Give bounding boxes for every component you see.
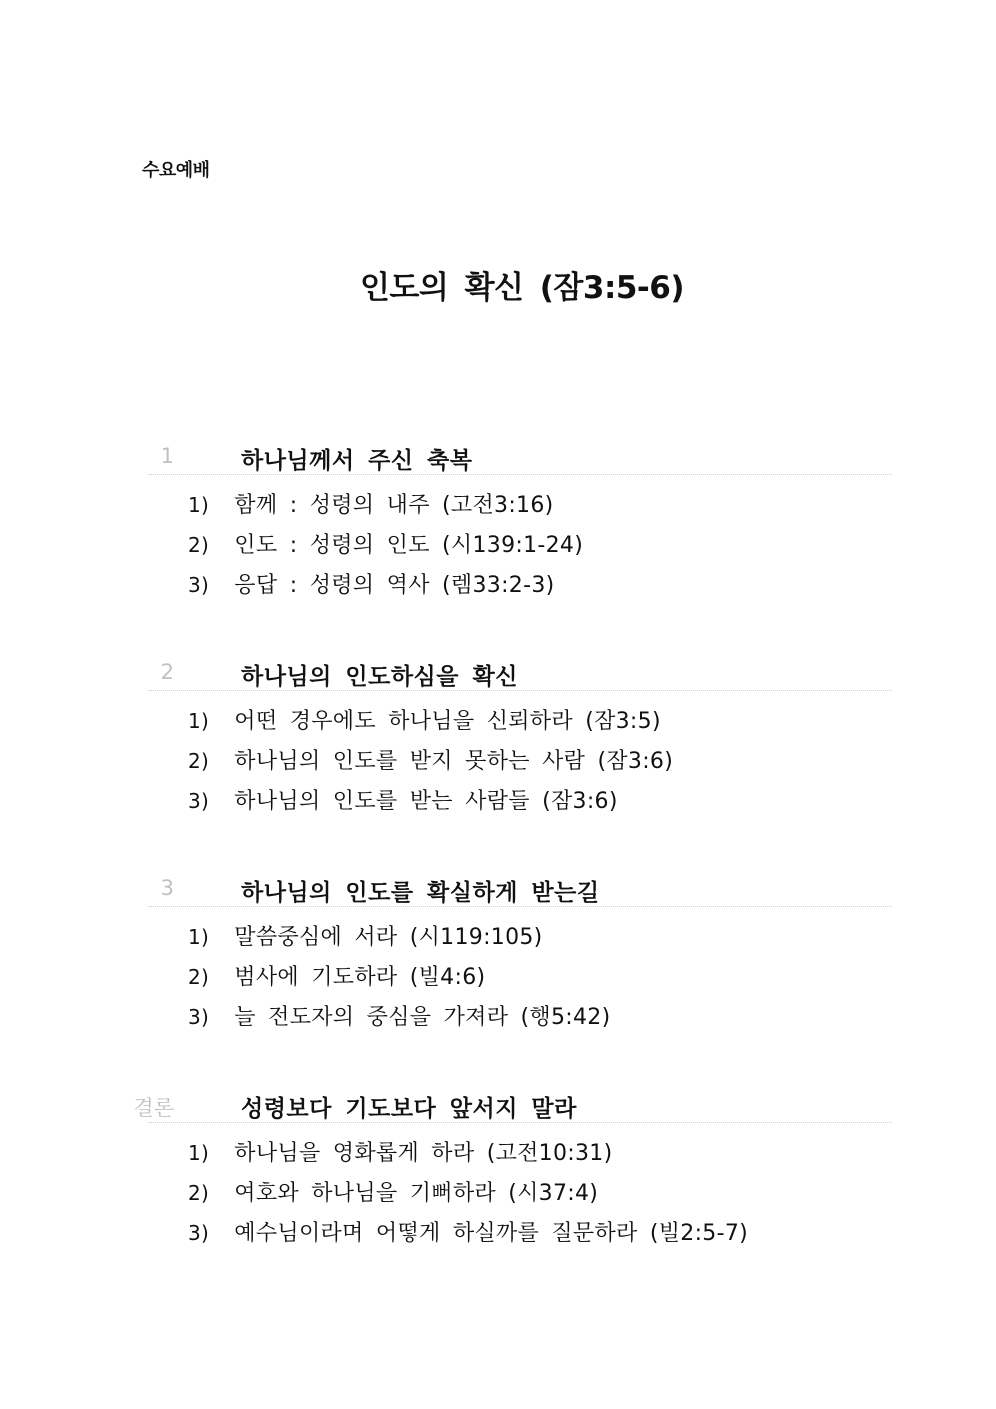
item-number: 1) <box>188 925 210 949</box>
item-text: 하나님의 인도를 받지 못하는 사람 (잠3:6) <box>234 749 674 774</box>
item-number: 3) <box>188 789 210 813</box>
list-item <box>188 960 610 1000</box>
section-heading: 성령보다 기도보다 앞서지 말라 <box>241 1096 577 1122</box>
item-text: 인도 : 성령의 인도 (시139:1-24) <box>234 533 584 558</box>
item-text: 함께 : 성령의 내주 (고전3:16) <box>234 493 554 518</box>
list-item <box>188 920 610 960</box>
list-item <box>188 488 583 528</box>
page-title: 인도의 확신 (잠3:5-6) <box>359 270 685 306</box>
service-label: 수요예배 <box>142 160 210 181</box>
item-number: 1) <box>188 709 210 733</box>
item-text: 하나님을 영화롭게 하라 (고전10:31) <box>234 1141 613 1166</box>
section-number: 1 <box>160 444 174 468</box>
section-heading: 하나님의 인도를 확실하게 받는길 <box>241 880 600 906</box>
item-number: 2) <box>188 1181 210 1205</box>
section-header <box>133 1088 892 1123</box>
list-item <box>188 568 583 608</box>
section-heading: 하나님께서 주신 축복 <box>241 448 473 474</box>
section-number: 2 <box>160 660 174 684</box>
item-text: 말씀중심에 서라 (시119:105) <box>234 925 543 950</box>
list-item <box>188 1216 748 1256</box>
section-header <box>148 440 892 475</box>
item-text: 어떤 경우에도 하나님을 신뢰하라 (잠3:5) <box>234 709 661 734</box>
item-number: 3) <box>188 1005 210 1029</box>
item-number: 3) <box>188 1221 210 1245</box>
section-header <box>148 872 892 907</box>
list-item <box>188 704 673 744</box>
section-heading: 하나님의 인도하심을 확신 <box>241 664 518 690</box>
section-number: 결론 <box>133 1096 174 1120</box>
item-text: 여호와 하나님을 기뻐하라 (시37:4) <box>234 1181 599 1206</box>
item-number: 1) <box>188 1141 210 1165</box>
item-number: 2) <box>188 533 210 557</box>
list-item <box>188 784 673 824</box>
section-number: 3 <box>160 876 174 900</box>
section-item-list <box>188 704 673 824</box>
item-number: 3) <box>188 573 210 597</box>
section-item-list <box>188 1136 748 1256</box>
item-number: 2) <box>188 965 210 989</box>
item-number: 2) <box>188 749 210 773</box>
item-text: 범사에 기도하라 (빌4:6) <box>234 965 486 990</box>
section-header <box>148 656 892 691</box>
section-item-list <box>188 920 610 1040</box>
section-conclusion <box>133 1088 892 1246</box>
list-item <box>188 1000 610 1040</box>
section-item-list <box>188 488 583 608</box>
section-3 <box>148 872 892 1030</box>
item-text: 늘 전도자의 중심을 가져라 (행5:42) <box>234 1005 611 1030</box>
item-text: 하나님의 인도를 받는 사람들 (잠3:6) <box>234 789 618 814</box>
section-1 <box>148 440 892 598</box>
item-text: 예수님이라며 어떻게 하실까를 질문하라 (빌2:5-7) <box>234 1221 749 1246</box>
list-item <box>188 1136 748 1176</box>
list-item <box>188 528 583 568</box>
list-item <box>188 1176 748 1216</box>
section-2 <box>148 656 892 814</box>
list-item <box>188 744 673 784</box>
item-number: 1) <box>188 493 210 517</box>
item-text: 응답 : 성령의 역사 (렘33:2-3) <box>234 573 555 598</box>
